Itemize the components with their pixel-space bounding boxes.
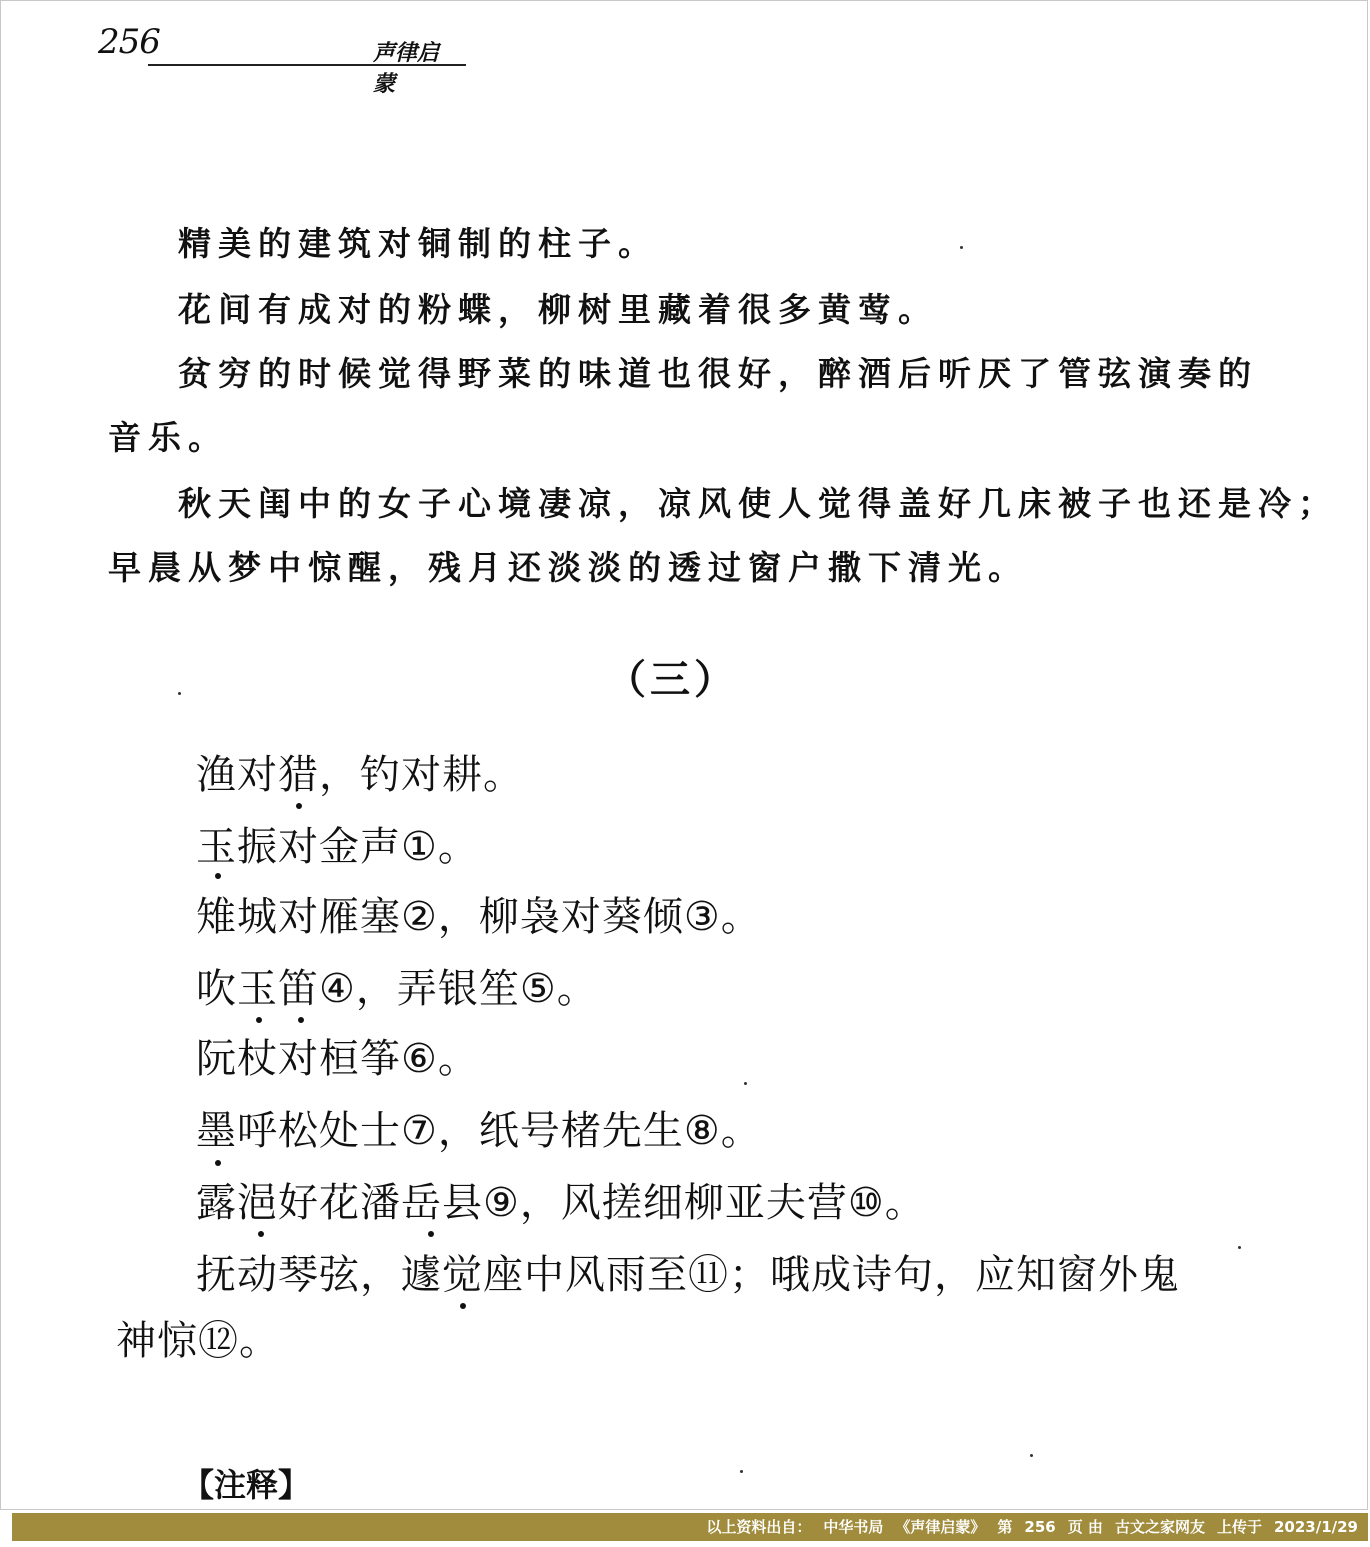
translation-line: 精美的建筑对铜制的柱子。 — [178, 224, 658, 263]
tone-dot — [460, 1303, 466, 1309]
footer-page-suffix: 页 由 — [1067, 1518, 1103, 1536]
verse-line: 墨呼松处士⑦，纸号楮先生⑧。 — [196, 1108, 762, 1154]
scan-speck — [744, 1082, 747, 1085]
translation-line: 花间有成对的粉蝶，柳树里藏着很多黄莺。 — [178, 290, 938, 329]
running-title: 声律启蒙 — [373, 40, 440, 97]
footer-date: 2023/1/29 — [1273, 1518, 1358, 1536]
tone-dot — [258, 1231, 264, 1237]
notes-heading: 【注释】 — [182, 1466, 311, 1504]
page-number: 256 — [98, 22, 160, 62]
footer-book: 《声律启蒙》 — [895, 1518, 986, 1536]
verse-line: 渔对猎，钓对耕。 — [196, 752, 524, 798]
verse-line: 阮杖对桓筝⑥。 — [196, 1036, 479, 1082]
scan-speck — [740, 1470, 743, 1473]
tone-dot — [298, 1017, 304, 1023]
footer-page-prefix: 第 — [997, 1518, 1013, 1536]
verse-line: 吹玉笛④，弄银笙⑤。 — [196, 966, 598, 1012]
scan-speck — [1238, 1246, 1241, 1249]
footer-uploaded-label: 上传于 — [1216, 1518, 1262, 1536]
footer-uploader: 古文之家网友 — [1114, 1518, 1205, 1536]
translation-line: 早晨从梦中惊醒，残月还淡淡的透过窗户撒下清光。 — [108, 548, 1028, 587]
tone-dot — [296, 803, 302, 809]
scan-speck — [1030, 1454, 1033, 1457]
verse-line: 玉振对金声①。 — [196, 824, 479, 870]
footer-page: 256 — [1024, 1518, 1056, 1536]
translation-line: 秋天闺中的女子心境凄凉，凉风使人觉得盖好几床被子也还是冷； — [178, 484, 1338, 523]
tone-dot — [215, 873, 221, 879]
source-footer — [12, 1513, 1368, 1541]
verse-line: 露浥好花潘岳县⑨，风搓细柳亚夫营⑩。 — [196, 1180, 926, 1226]
verse-line: 抚动琴弦，遽觉座中风雨至⑪；哦成诗句，应知窗外鬼 — [196, 1252, 1180, 1298]
page-header — [98, 22, 458, 97]
translation-line: 音乐。 — [108, 418, 228, 457]
footer-publisher: 中华书局 — [823, 1518, 884, 1536]
tone-dot — [215, 1160, 221, 1166]
tone-dot — [256, 1017, 262, 1023]
scan-speck — [178, 692, 181, 695]
footer-source-label: 以上资料出自： — [706, 1518, 812, 1536]
scan-speck — [960, 246, 963, 249]
section-title: （三） — [606, 657, 738, 703]
verse-line: 神惊⑫。 — [116, 1318, 280, 1364]
translation-line: 贫穷的时候觉得野菜的味道也很好，醉酒后听厌了管弦演奏的 — [178, 354, 1258, 393]
tone-dot — [428, 1231, 434, 1237]
verse-line: 雉城对雁塞②，柳袅对葵倾③。 — [196, 894, 762, 940]
